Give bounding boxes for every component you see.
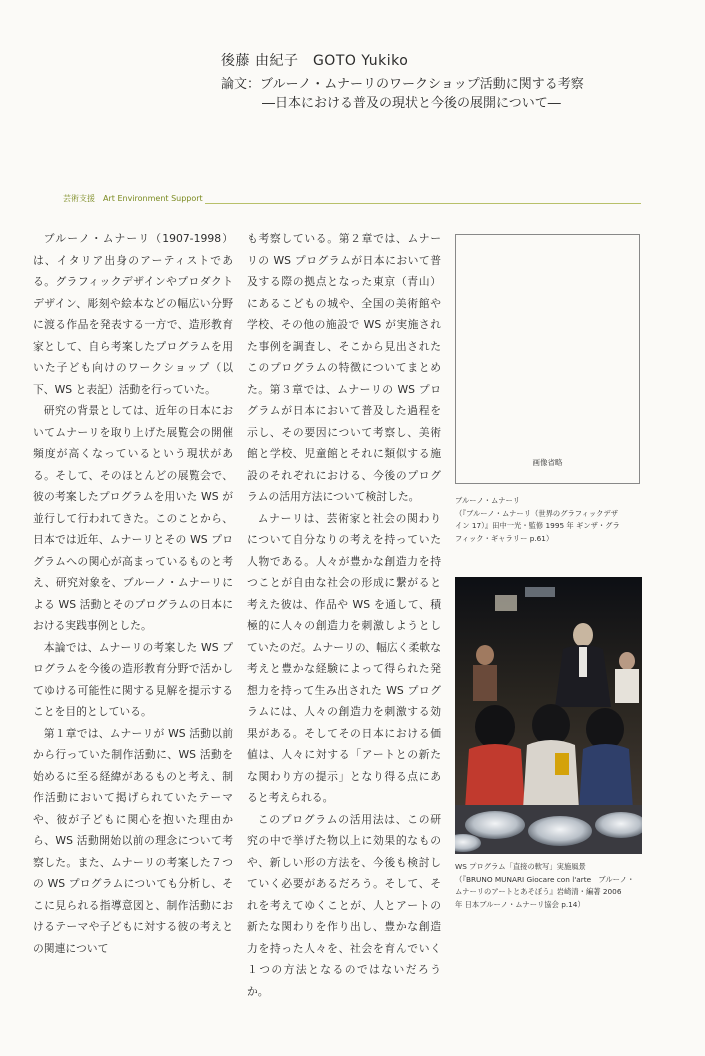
workshop-photo — [455, 577, 642, 854]
paragraph: ブルーノ・ムナーリ（1907-1998）は、イタリア出身のアーティストである。グラフィックデザインやプロダクトデザイン、彫刻や絵本などの幅広い分野に渡る作品を発表する一方で、造形教育家として、自ら考案したプログラムを用いた子ども向けのワークショップ（以下、WS と表記）活動を行っていた。 — [33, 232, 233, 396]
paragraph: 研究の背景としては、近年の日本においてムナーリを取り上げた展覧会の開催頻度が高くなっているという現状がある。そして、そのほとんどの展覧会で、彼の考案したプログラムを用いた WS が並行して行われてきた。このことから、日本では近年、ムナーリとその WS プログラムへの関心が高まっているものと考え、研究対象を、ブルーノ・ムナーリによる WS 活動とそのプログラムの日本における実践事例とした。 — [33, 404, 233, 632]
caption-line: 年 日本ブルーノ・ムナーリ協会 p.14） — [455, 899, 585, 909]
paragraph: このプログラムの活用法は、この研究の中で挙げた物以上に効果的なものや、新しい形の方法を、今後も検討していく必要があるだろう。そして、それを考えてゆくことが、人とアートの新たな関わりを作り出し、豊かな創造力を持った人々を、社会を育んでいく１つの方法となるのではないだろうか。 — [247, 812, 441, 998]
caption-line: ムナーリのアートとあそぼう』岩崎清・編著 2006 — [455, 887, 622, 896]
paper-title: 論文：ブルーノ・ムナーリのワークショップ活動に関する考察 — [221, 77, 584, 92]
paragraph: 第１章では、ムナーリが WS 活動以前から行っていた制作活動に、WS 活動を始めるに至る経緯があるものと考え、制作活動において掲げられていたテーマや、彼が子どもに関心を抱いた理由から、WS 活動開始以前の理念について考察した。また、ムナーリの考案した７つの WS プログラムについても分析し、そこに見られる指導意図と、制作活動におけるテーマや子どもに対する彼の考えとの関連について — [33, 726, 233, 955]
figure-2-caption — [455, 861, 645, 911]
section-label: 芸術支援 Art Environment Support — [63, 194, 203, 203]
paragraph: ムナーリは、芸術家と社会の関わりについて自分なりの考えを持っていた人物である。人々が豊かな創造力を持つことが自由な社会の形成に繋がると考えた彼は、作品や WS を通して、積極的に人々の創造力を刺激しようとしていたのだ。ムナーリの、幅広く柔軟な考えと豊かな経験によって得られた発想力を持って生み出された WS プログラムには、人々の創造力を刺激する効果がある。そしてその日本における価値は、人々に対する「アートとの新たな関わり方の提示」となり得る点にあると考えられる。 — [247, 511, 441, 804]
body-column-2 — [247, 228, 441, 1002]
paragraph: 本論では、ムナーリの考案した WS プログラムを今後の造形教育分野で活かしてゆける可能性に関する見解を提示することを目的としている。 — [33, 640, 233, 718]
caption-line: （『BRUNO MUNARI Giocare con l'arte ブルーノ・ — [455, 874, 635, 884]
author-name: 後藤 由紀子 GOTO Yukiko — [221, 53, 409, 69]
caption-line: フィック・ギャラリー p.61） — [455, 533, 554, 543]
caption-line: イン 17）』田中一光・監修 1995 年 ギンザ・グラ — [455, 521, 620, 530]
caption-line: （『ブルーノ・ムナーリ（世界のグラフィックデザ — [455, 508, 619, 518]
image-omitted-label: 画像省略 — [532, 458, 563, 467]
caption-line: ブルーノ・ムナーリ — [455, 496, 521, 505]
paper-subtitle: ―日本における普及の現状と今後の展開について― — [262, 96, 561, 111]
figure-1-caption — [455, 495, 645, 545]
caption-line: WS プログラム「直接の軟写」実施風景 — [455, 862, 586, 871]
body-column-1 — [33, 228, 233, 959]
workshop-photo-illustration — [455, 577, 642, 854]
figure-placeholder-box — [455, 234, 640, 484]
paragraph: も考察している。第２章では、ムナーリの WS プログラムが日本において普及する際の拠点となった東京（青山）にあるこどもの城や、全国の美術館や学校、その他の施設で WS が実施された事例を調査し、そこから見出されたこのプログラムの特徴についてまとめた。第３章では、ムナーリの WS プログラムが日本において普及した過程を示し、その要因について考察し、美術館と学校、児童館とそれに類似する施設のそれぞれにおける、今後のプログラムの活用方法について検討した。 — [247, 232, 441, 503]
